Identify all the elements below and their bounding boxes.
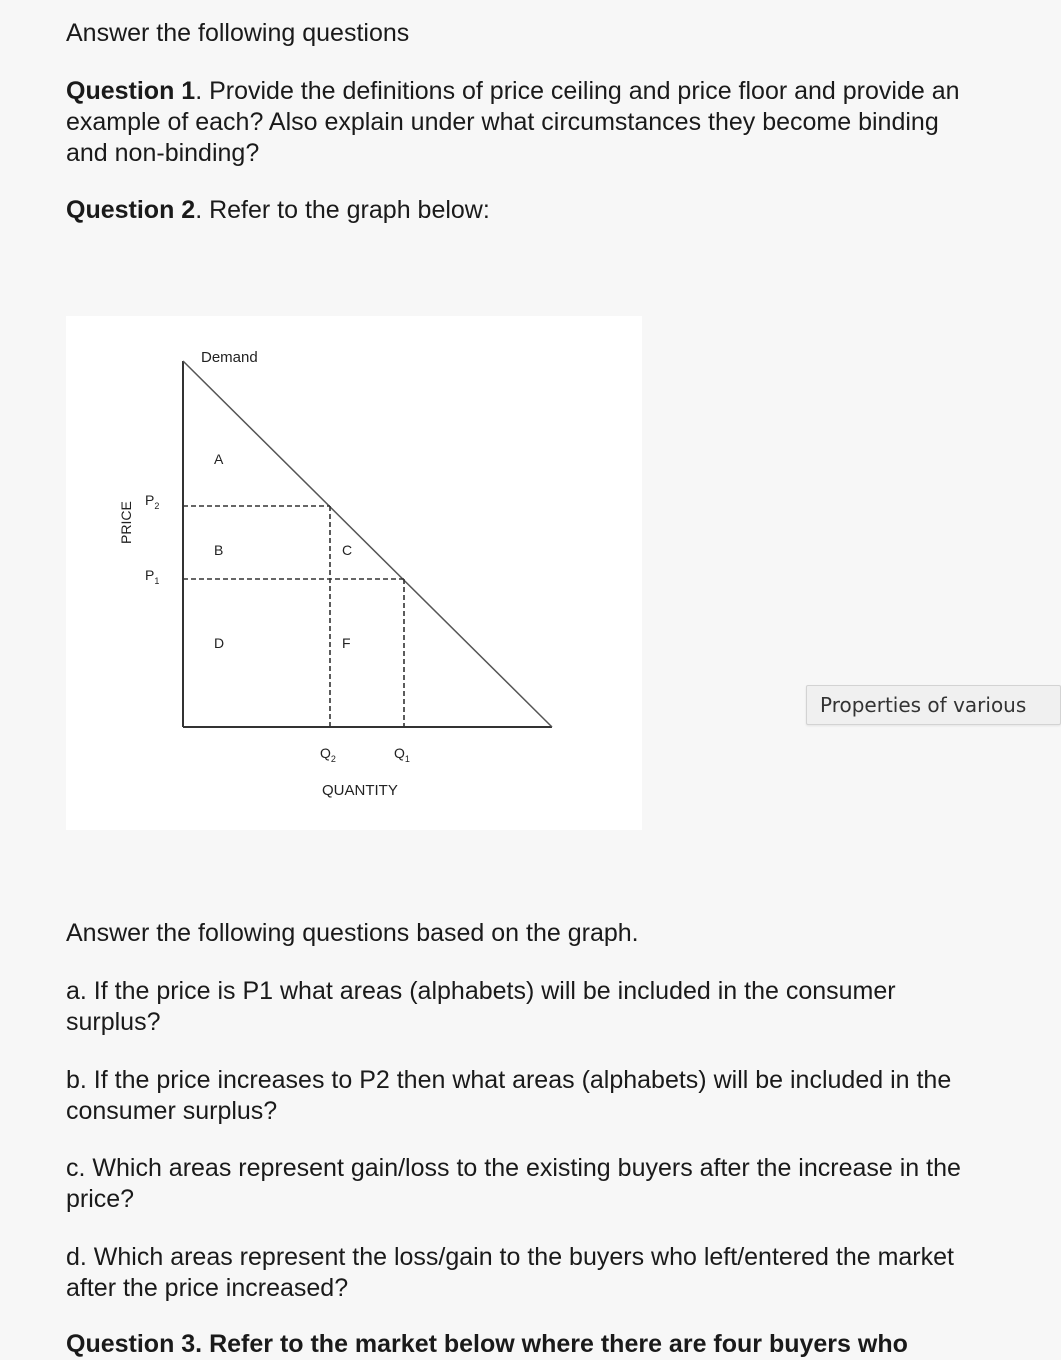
q1-label: $Q_1$ bbox=[394, 745, 410, 764]
image-alt-tooltip: Properties of various bbox=[806, 685, 1061, 725]
part-a: a. If the price is P1 what areas (alphabets) will be included in the consumer surplus? bbox=[66, 977, 896, 1036]
question-2-text: . Refer to the graph below: bbox=[195, 196, 490, 224]
p2-label: $P_2$ bbox=[145, 492, 160, 511]
demand-graph-svg bbox=[66, 316, 642, 830]
demand-graph bbox=[66, 316, 642, 830]
area-a-label: A bbox=[214, 451, 224, 467]
area-d-label: D bbox=[214, 635, 225, 651]
demand-curve bbox=[183, 361, 552, 727]
question-3-partial: Question 3. Refer to the market below where there are four buyers who bbox=[66, 1330, 908, 1358]
question-1 bbox=[66, 76, 966, 169]
part-d: d. Which areas represent the loss/gain to the buyers who left/entered the market after the price increased? bbox=[66, 1243, 954, 1302]
intro-heading: Answer the following questions bbox=[66, 19, 410, 47]
question-1-text: . Provide the definitions of price ceiling and price floor and provide an example of each? Also explain under what circumstances they become binding and non-binding? bbox=[66, 77, 960, 167]
area-c-label: C bbox=[342, 542, 353, 558]
question-2 bbox=[66, 195, 966, 226]
part-b: b. If the price increases to P2 then what areas (alphabets) will be included in the consumer surplus? bbox=[66, 1066, 952, 1125]
question-1-label: Question 1 bbox=[66, 77, 196, 105]
question-2-label: Question 2 bbox=[66, 196, 196, 224]
q2-label: $Q_2$ bbox=[320, 745, 336, 764]
demand-label: Demand bbox=[201, 349, 258, 366]
question-2-intro: Answer the following questions based on the graph. bbox=[66, 919, 639, 947]
part-c: c. Which areas represent gain/loss to the existing buyers after the increase in the price? bbox=[66, 1154, 961, 1213]
y-axis-label: PRICE bbox=[118, 501, 134, 544]
p1-label: $P_1$ bbox=[145, 567, 160, 586]
area-f-label: F bbox=[342, 635, 351, 651]
x-axis-label: QUANTITY bbox=[322, 782, 398, 799]
area-b-label: B bbox=[214, 542, 224, 558]
